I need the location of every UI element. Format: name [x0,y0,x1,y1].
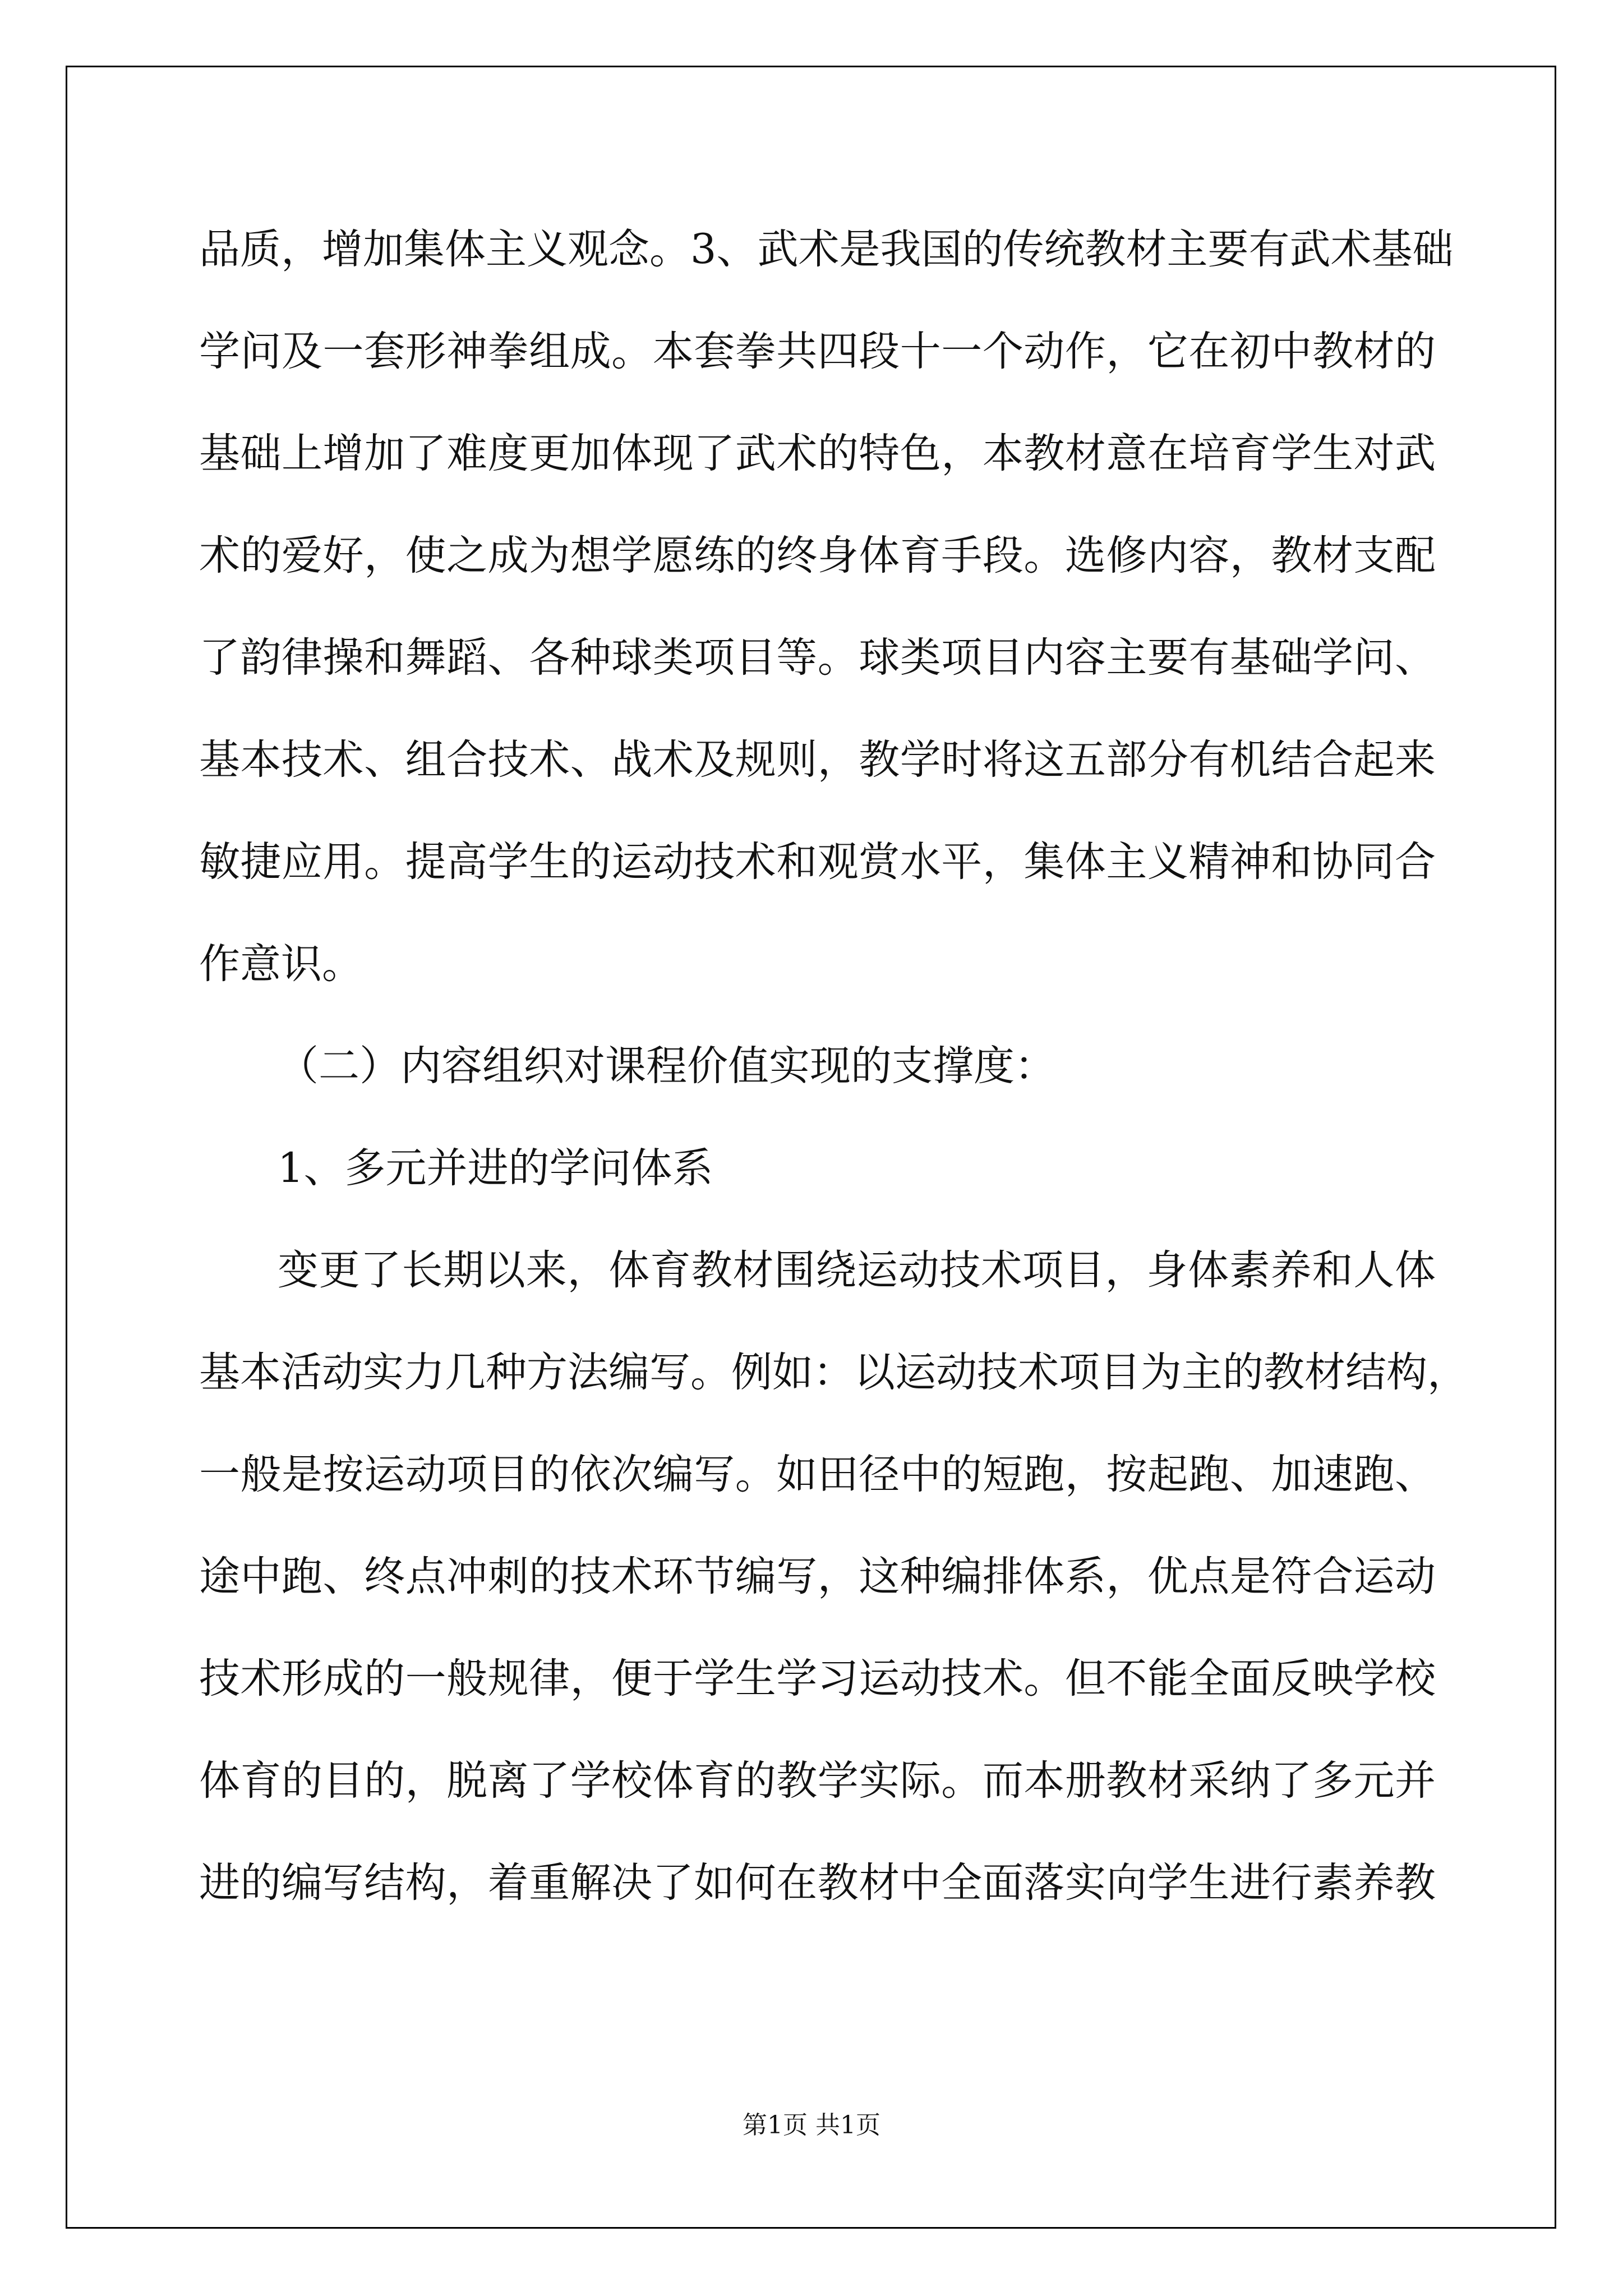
text-line: 作意识。 [199,940,363,988]
text-line: 学问及一套形神拳组成。本套拳共四段十一个动作，它在初中教材的 [199,328,1436,375]
text-line: 基本活动实力几种方法编写。例如：以运动技术项目为主的教材结构， [199,1349,1468,1396]
text-line: 基础上增加了难度更加体现了武术的特色，本教材意在培育学生对武 [199,430,1436,477]
text-line: 敏捷应用。提高学生的运动技术和观赏水平，集体主义精神和协同合 [199,838,1436,886]
document-body [199,213,1468,1949]
text-line: 术的爱好，使之成为想学愿练的终身体育手段。选修内容，教材支配 [199,532,1436,579]
section-heading: （二）内容组织对课程价值实现的支撑度： [278,1042,1055,1090]
text-line: 进的编写结构，着重解决了如何在教材中全面落实向学生进行素养教 [199,1859,1436,1907]
text-line: 了韵律操和舞蹈、各种球类项目等。球类项目内容主要有基础学问、 [199,634,1436,682]
page-footer: 第1页 共1页 [743,2111,880,2139]
text-line: 技术形成的一般规律，便于学生学习运动技术。但不能全面反映学校 [199,1655,1436,1703]
text-line: 一般是按运动项目的依次编写。如田径中的短跑，按起跑、加速跑、 [199,1451,1436,1498]
text-line: 基本技术、组合技术、战术及规则，教学时将这五部分有机结合起来 [199,736,1436,784]
text-line: 途中跑、终点冲刺的技术环节编写，这种编排体系，优点是符合运动 [199,1553,1436,1600]
text-line: 品质，增加集体主义观念。3、武术是我国的传统教材主要有武术基础 [199,226,1454,273]
text-line: 体育的目的，脱离了学校体育的教学实际。而本册教材采纳了多元并 [199,1757,1436,1805]
subsection-heading: 1、多元并进的学问体系 [278,1144,713,1192]
text-line: 变更了长期以来，体育教材围绕运动技术项目，身体素养和人体 [278,1246,1436,1294]
